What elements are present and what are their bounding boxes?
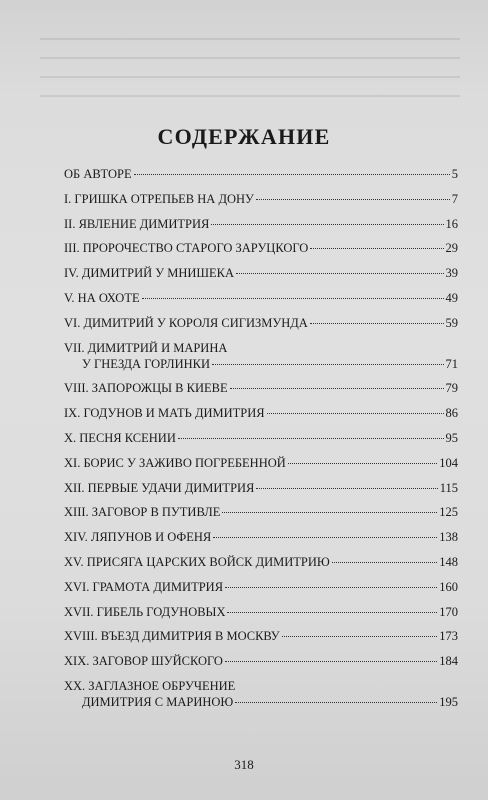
toc-entry-row bbox=[64, 290, 458, 306]
toc-entry-row bbox=[64, 554, 458, 570]
toc-entry-page-number: 7 bbox=[451, 191, 458, 206]
toc-entry-page-number: 104 bbox=[439, 455, 458, 470]
toc-entry bbox=[64, 579, 458, 595]
bleed-through-text bbox=[40, 30, 460, 100]
toc-entry bbox=[64, 380, 458, 396]
toc-entry-label: ОБ АВТОРЕ bbox=[64, 167, 132, 181]
toc-entry bbox=[64, 604, 458, 620]
toc-entry-page-number: 29 bbox=[445, 241, 458, 256]
toc-entry bbox=[64, 290, 458, 306]
toc-entry bbox=[64, 405, 458, 421]
page-title: СОДЕРЖАНИЕ bbox=[157, 124, 331, 149]
toc-entry-page-number: 86 bbox=[445, 406, 458, 421]
toc-entry-label: I. ГРИШКА ОТРЕПЬЕВ НА ДОНУ bbox=[64, 191, 254, 206]
toc-entry-row bbox=[64, 191, 458, 207]
dot-leader bbox=[310, 323, 444, 324]
toc-entry bbox=[64, 628, 458, 644]
toc-entry-page-number: 173 bbox=[439, 629, 458, 644]
dot-leader bbox=[134, 174, 450, 175]
toc-entry-row bbox=[64, 166, 458, 182]
toc-entry-label: XVII. ГИБЕЛЬ ГОДУНОВЫХ bbox=[64, 604, 226, 619]
toc-entry-row bbox=[64, 694, 458, 710]
toc-entry-title-line: VII. ДИМИТРИЙ И МАРИНА bbox=[64, 340, 228, 355]
toc-entry bbox=[64, 216, 458, 232]
dot-leader bbox=[225, 661, 437, 662]
toc-entry-label: ДИМИТРИЯ С МАРИНОЮ bbox=[82, 694, 234, 709]
toc-entry-page-number: 148 bbox=[439, 554, 458, 569]
toc-entry-label: XIV. ЛЯПУНОВ И ОФЕНЯ bbox=[64, 530, 212, 545]
toc-entry bbox=[64, 480, 458, 496]
toc-entry bbox=[64, 504, 458, 520]
dot-leader bbox=[222, 512, 437, 513]
toc-entry-page-number: 16 bbox=[445, 216, 458, 231]
toc-entry-label: IX. ГОДУНОВ И МАТЬ ДИМИТРИЯ bbox=[64, 406, 265, 421]
toc-entry-row bbox=[64, 653, 458, 669]
toc-entry-page-number: 125 bbox=[439, 505, 458, 520]
toc-entry-label: II. ЯВЛЕНИЕ ДИМИТРИЯ bbox=[64, 216, 210, 231]
toc-entry-row bbox=[64, 356, 458, 372]
toc-entry-label: XIII. ЗАГОВОР В ПУТИВЛЕ bbox=[64, 505, 221, 520]
dot-leader bbox=[211, 224, 443, 225]
toc-entry bbox=[64, 340, 458, 372]
toc-entry-row bbox=[64, 380, 458, 396]
toc-entry-page-number: 184 bbox=[439, 654, 458, 669]
toc-entry-label: XV. ПРИСЯГА ЦАРСКИХ ВОЙСК ДИМИТРИЮ bbox=[64, 554, 330, 569]
dot-leader bbox=[256, 488, 437, 489]
toc-entry-row bbox=[64, 455, 458, 471]
dot-leader bbox=[310, 248, 443, 249]
toc-entry-page-number: 195 bbox=[439, 694, 458, 709]
toc-entry-row bbox=[64, 579, 458, 595]
toc-entry-page-number: 49 bbox=[445, 290, 458, 305]
toc-entry-page-number: 71 bbox=[445, 356, 458, 371]
dot-leader bbox=[332, 562, 437, 563]
toc-entry-page-number: 79 bbox=[445, 381, 458, 396]
toc-entry-label: VI. ДИМИТРИЙ У КОРОЛЯ СИГИЗМУНДА bbox=[64, 315, 308, 330]
toc-entry-label: У ГНЕЗДА ГОРЛИНКИ bbox=[82, 356, 211, 371]
toc-entry bbox=[64, 315, 458, 331]
table-of-contents bbox=[64, 166, 458, 719]
toc-entry bbox=[64, 678, 458, 710]
toc-entry-page-number: 5 bbox=[451, 167, 458, 181]
toc-entry-title-line: XX. ЗАГЛАЗНОЕ ОБРУЧЕНИЕ bbox=[64, 678, 236, 693]
dot-leader bbox=[267, 413, 444, 414]
dot-leader bbox=[212, 364, 443, 365]
toc-entry-label: IV. ДИМИТРИЙ У МНИШЕКА bbox=[64, 266, 235, 281]
dot-leader bbox=[282, 636, 438, 637]
dot-leader bbox=[288, 463, 437, 464]
toc-entry-label: XVI. ГРАМОТА ДИМИТРИЯ bbox=[64, 579, 224, 594]
dot-leader bbox=[230, 388, 444, 389]
toc-entry-label: VIII. ЗАПОРОЖЦЫ В КИЕВЕ bbox=[64, 381, 228, 396]
toc-entry bbox=[64, 166, 458, 182]
toc-entry-row bbox=[64, 604, 458, 620]
toc-entry-page-number: 39 bbox=[445, 266, 458, 281]
toc-entry-page-number: 59 bbox=[445, 315, 458, 330]
toc-entry-label: XI. БОРИС У ЗАЖИВО ПОГРЕБЕННОЙ bbox=[64, 455, 286, 470]
toc-entry-label: XIX. ЗАГОВОР ШУЙСКОГО bbox=[64, 654, 223, 669]
toc-entry-label: III. ПРОРОЧЕСТВО СТАРОГО ЗАРУЦКОГО bbox=[64, 241, 309, 256]
dot-leader bbox=[227, 612, 437, 613]
toc-entry-row bbox=[64, 480, 458, 496]
toc-entry bbox=[64, 265, 458, 281]
page-number: 318 bbox=[234, 757, 254, 772]
dot-leader bbox=[225, 587, 437, 588]
toc-entry-page-number: 95 bbox=[445, 430, 458, 445]
dot-leader bbox=[178, 438, 444, 439]
dot-leader bbox=[235, 702, 437, 703]
toc-entry-row bbox=[64, 628, 458, 644]
toc-entry bbox=[64, 455, 458, 471]
toc-entry-row bbox=[64, 504, 458, 520]
toc-entry-label: XVIII. ВЪЕЗД ДИМИТРИЯ В МОСКВУ bbox=[64, 629, 280, 644]
toc-entry bbox=[64, 529, 458, 545]
toc-entry bbox=[64, 191, 458, 207]
toc-entry-row bbox=[64, 240, 458, 256]
toc-entry-label: V. НА ОХОТЕ bbox=[64, 290, 140, 305]
dot-leader bbox=[236, 273, 443, 274]
toc-entry-label: X. ПЕСНЯ КСЕНИИ bbox=[64, 430, 176, 445]
toc-entry-row bbox=[64, 265, 458, 281]
dot-leader bbox=[142, 298, 444, 299]
dot-leader bbox=[213, 537, 437, 538]
toc-entry-row bbox=[64, 405, 458, 421]
toc-entry-label: XII. ПЕРВЫЕ УДАЧИ ДИМИТРИЯ bbox=[64, 480, 255, 495]
toc-entry-page-number: 138 bbox=[439, 530, 458, 545]
toc-entry-page-number: 115 bbox=[439, 480, 458, 495]
toc-entry-page-number: 170 bbox=[439, 604, 458, 619]
toc-entry bbox=[64, 240, 458, 256]
toc-entry-row bbox=[64, 430, 458, 446]
toc-entry bbox=[64, 554, 458, 570]
toc-entry-row bbox=[64, 216, 458, 232]
dot-leader bbox=[256, 199, 450, 200]
toc-entry-page-number: 160 bbox=[439, 579, 458, 594]
toc-entry-row bbox=[64, 315, 458, 331]
toc-entry-row bbox=[64, 529, 458, 545]
toc-entry bbox=[64, 653, 458, 669]
toc-entry bbox=[64, 430, 458, 446]
